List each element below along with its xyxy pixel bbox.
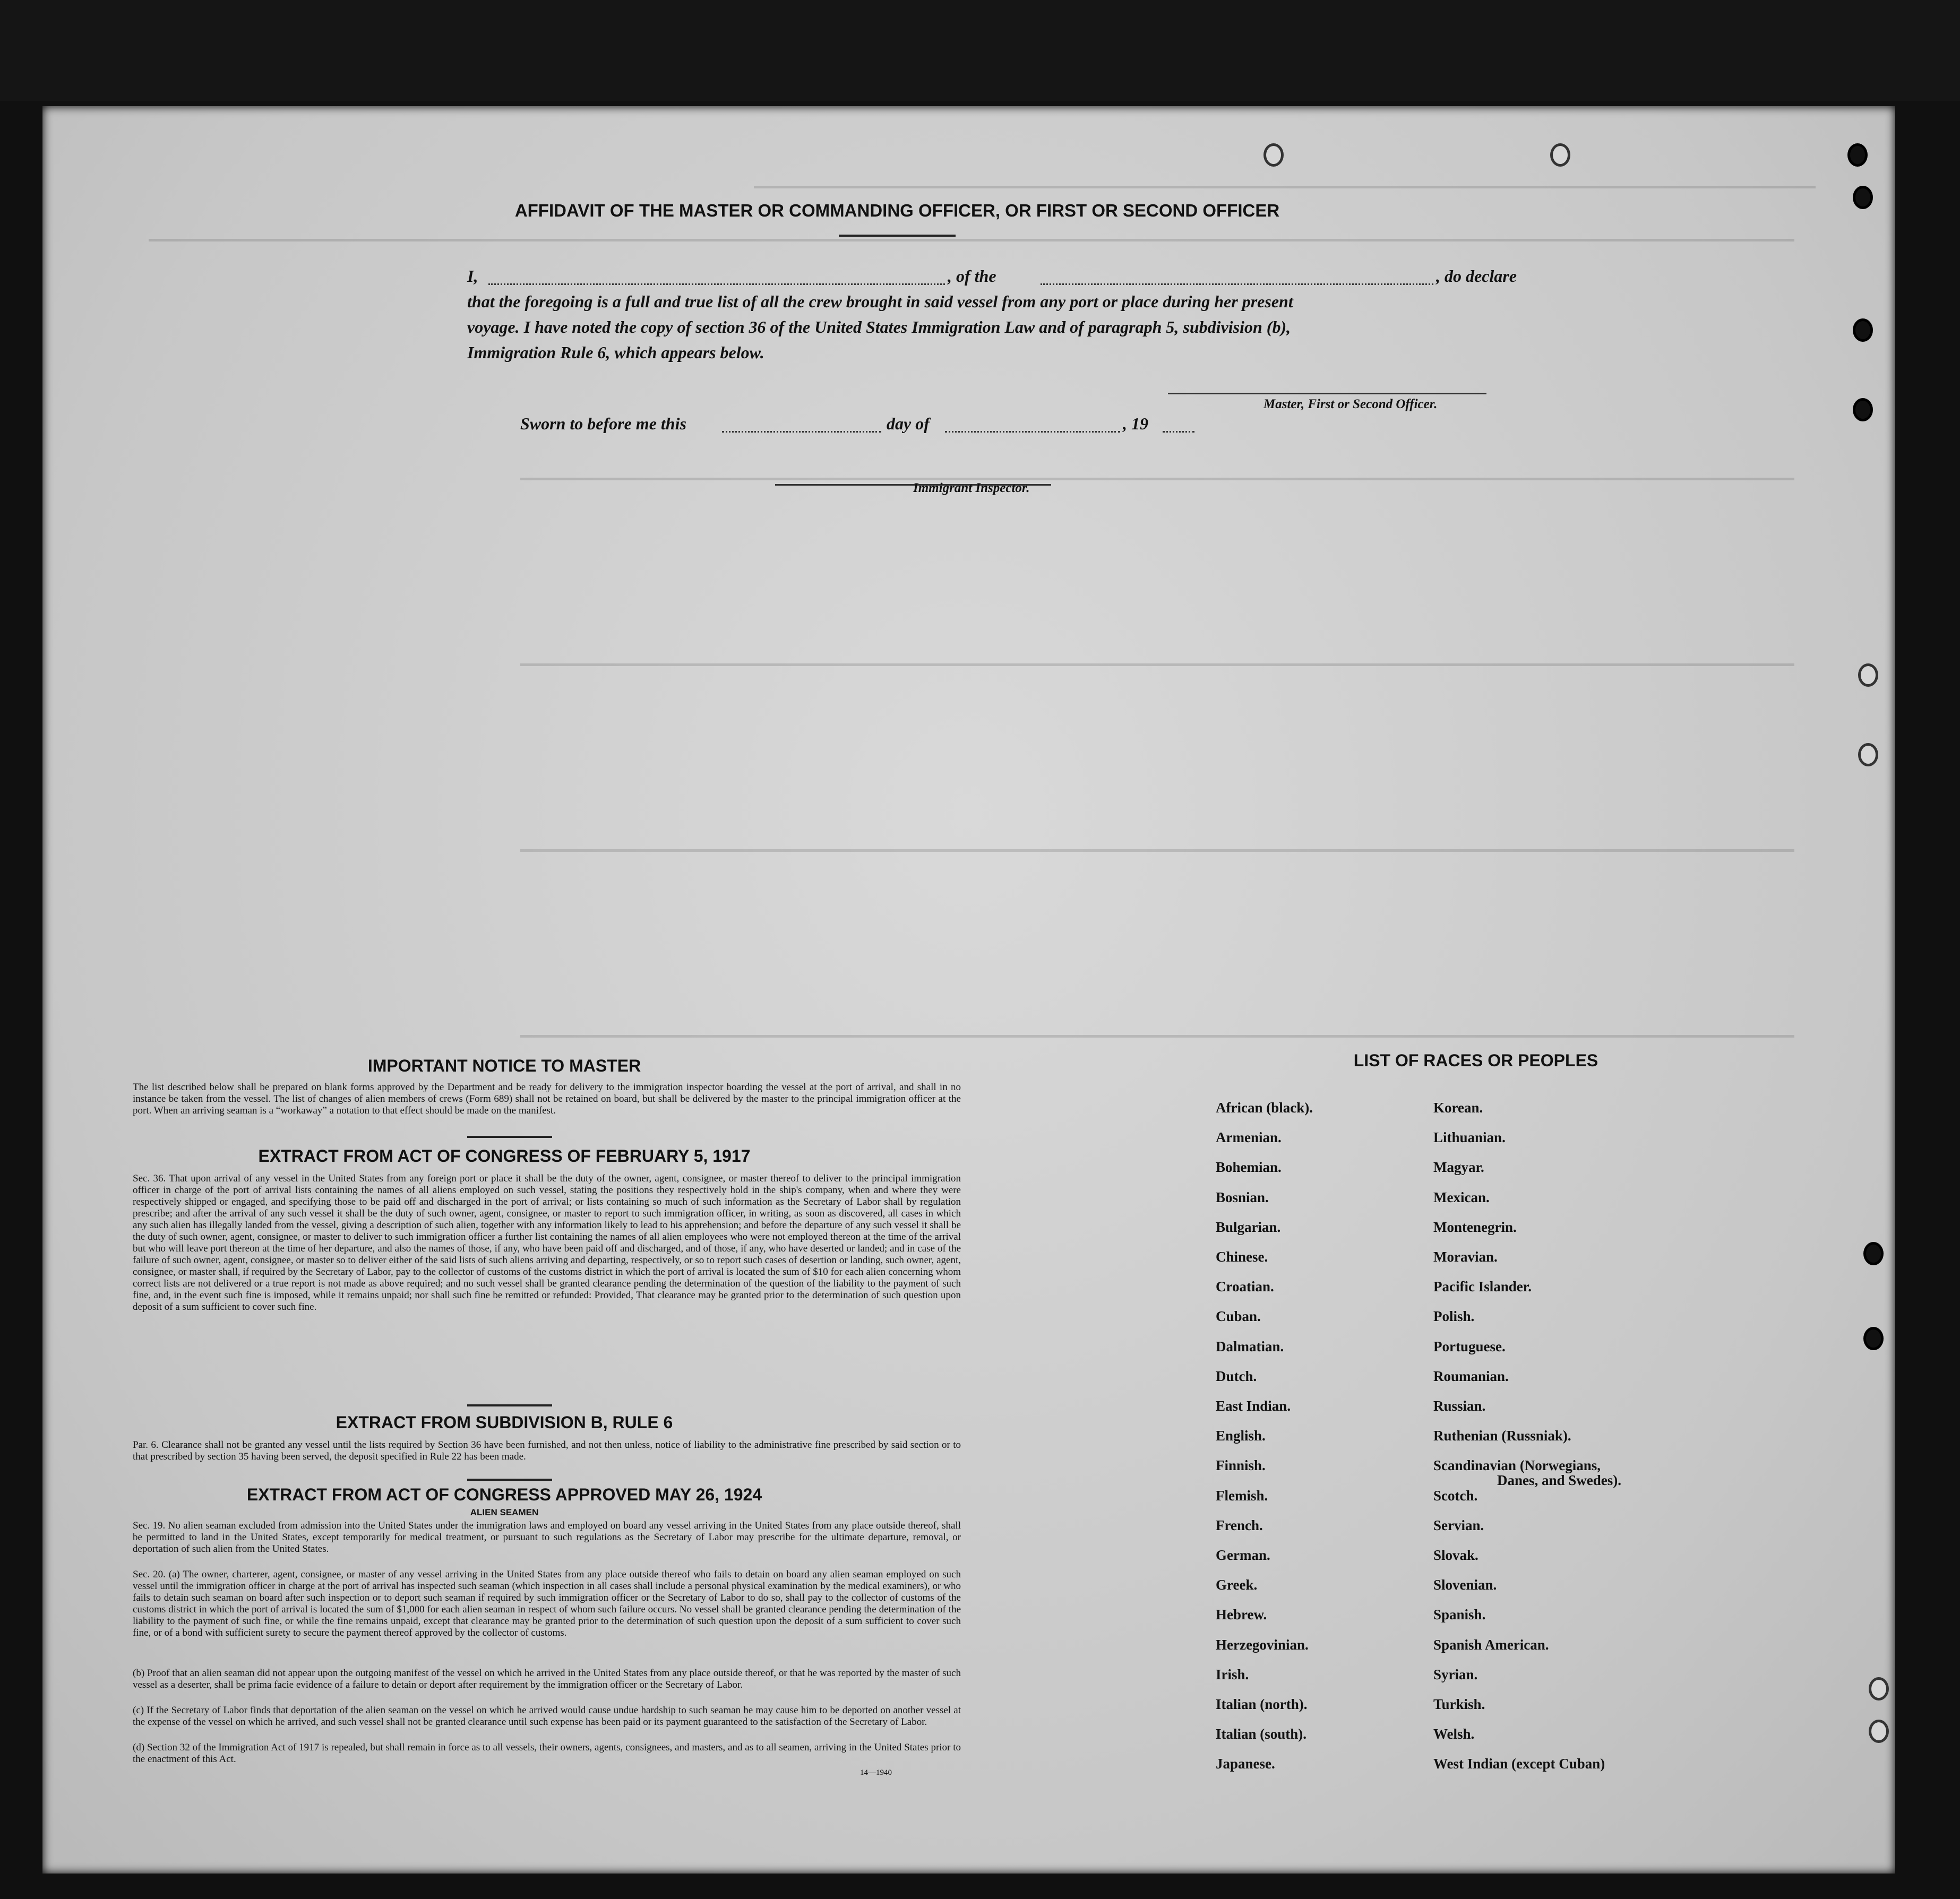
- name-blank: [488, 283, 945, 285]
- year-label: , 19: [1123, 414, 1148, 433]
- punch-hole: [1550, 143, 1570, 167]
- race-item-right: West Indian (except Cuban): [1433, 1756, 1605, 1772]
- form-number: 14—1940: [860, 1768, 892, 1777]
- affidavit-do-declare: , do declare: [1436, 266, 1517, 286]
- notice-title: IMPORTANT NOTICE TO MASTER: [367, 1056, 641, 1075]
- master-signature-line: [1168, 393, 1486, 394]
- race-item-left: Italian (north).: [1216, 1696, 1308, 1712]
- extract-rule6-body: Par. 6. Clearance shall not be granted any vessel until the lists required by Section 36 have been furnished, and not then unless, notice of liability to the administrative fine prescribed by said section or to that prescribed by section 35 having been served, the deposit specified in Rule 22 has been made.: [133, 1439, 961, 1462]
- punch-hole: [1847, 143, 1868, 167]
- race-item-right: Scotch.: [1433, 1488, 1478, 1504]
- scan-top-border: [0, 0, 1960, 101]
- extract-1924-sec20a: Sec. 20. (a) The owner, charterer, agent, consignee, or master of any vessel arriving in the United States from any place outside thereof who fails to detain on board any alien seaman employed on such vessel until the immigration officer in charge at the port of arrival has inspected such seaman (which inspection in all cases shall include a personal physical examination by the medical examiners), or who fails to detain such seaman on board after such inspection or to deport such seaman if required by such immigration officer or the Secretary of Labor to do so, shall pay to the collector of customs of the customs district in which the port of arrival is located the sum of $1,000 for each alien seaman in respect of whom such failure occurs. No vessel shall be granted clearance pending the determination of the liability to the payment of such fine, or while the fine remains unpaid, except that clearance may be granted prior to the determination of such question upon the deposit of a sum sufficient to cover such fine, or of a bond with sufficient surety to secure the payment thereof approved by the collector of customs.: [133, 1569, 961, 1638]
- punch-hole: [1858, 743, 1878, 766]
- punch-hole: [1858, 663, 1878, 687]
- year-blank: [1163, 431, 1194, 433]
- race-item-left: Bulgarian.: [1216, 1219, 1281, 1235]
- race-item-right: Ruthenian (Russniak).: [1433, 1428, 1571, 1444]
- affidavit-line-1: that the foregoing is a full and true list of all the crew brought in said vessel from any port or place during her present: [467, 292, 1293, 311]
- punch-hole: [1863, 1327, 1884, 1350]
- race-item-left: Cuban.: [1216, 1308, 1261, 1324]
- extract-1917-title: EXTRACT FROM ACT OF CONGRESS OF FEBRUARY 5, 1917: [258, 1146, 751, 1166]
- race-item-left: Herzegovinian.: [1216, 1637, 1309, 1653]
- month-blank: [945, 431, 1120, 433]
- punch-hole: [1869, 1720, 1889, 1743]
- race-item-left: Dalmatian.: [1216, 1339, 1284, 1354]
- extract-1924-title: EXTRACT FROM ACT OF CONGRESS APPROVED MAY 26, 1924: [246, 1485, 762, 1504]
- race-item-right: Portuguese.: [1433, 1339, 1506, 1354]
- punch-hole: [1863, 1242, 1884, 1265]
- bleed-through-line: [754, 186, 1816, 188]
- affidavit-line-2: voyage. I have noted the copy of section 36 of the United States Immigration Law and of paragraph 5, subdivision (b),: [467, 317, 1291, 336]
- sworn-label: Sworn to before me this: [520, 414, 686, 433]
- race-item-left: Finnish.: [1216, 1457, 1266, 1473]
- race-item-left: Dutch.: [1216, 1368, 1257, 1384]
- affidavit-title: AFFIDAVIT OF THE MASTER OR COMMANDING OFFICER, OR FIRST OR SECOND OFFICER: [514, 201, 1280, 220]
- inspector-caption: Immigrant Inspector.: [913, 481, 1030, 495]
- extract-1924-sec20d: (d) Section 32 of the Immigration Act of 1917 is repealed, but shall remain in force as to all vessels, their owners, agents, consignees, and masters, and as to all seamen, arriving in the United States prior to the enactment of this Act.: [133, 1742, 961, 1765]
- master-signature-caption: Master, First or Second Officer.: [1263, 397, 1438, 411]
- race-item-left: English.: [1216, 1428, 1266, 1444]
- race-item-right: Magyar.: [1433, 1159, 1484, 1175]
- extract-1924-sec19: Sec. 19. No alien seaman excluded from admission into the United States under the immigration laws and employed on board any vessel arriving in the United States from any place outside thereof, shall be permitted to land in the United States, except temporarily for medical treatment, or pursuant to such regulations as the Secretary of Labor may prescribe for the ultimate departure, removal, or deportation of such alien from the United States.: [133, 1520, 961, 1555]
- race-item-left: Irish.: [1216, 1667, 1249, 1682]
- race-item-right: Pacific Islander.: [1433, 1279, 1532, 1294]
- vessel-blank: [1041, 283, 1433, 285]
- race-item-left: German.: [1216, 1547, 1270, 1563]
- race-item-left: Bohemian.: [1216, 1159, 1282, 1175]
- races-title: LIST OF RACES OR PEOPLES: [1353, 1051, 1598, 1070]
- extract-1924-sec20c: (c) If the Secretary of Labor finds that deportation of the alien seaman on the vessel on which he arrived would cause undue hardship to such seaman he may cause him to be deported on another vessel at the expense of the vessel on which he arrived, and such vessel shall not be granted clearance until such expense has been paid or its payment guaranteed to the satisfaction of the Secretary of Labor.: [133, 1705, 961, 1728]
- race-item-right: Mexican.: [1433, 1189, 1490, 1205]
- race-item-right: Spanish American.: [1433, 1637, 1549, 1653]
- punch-hole: [1853, 186, 1873, 209]
- divider: [467, 1136, 552, 1138]
- extract-1924-subtitle: ALIEN SEAMEN: [470, 1507, 539, 1517]
- punch-hole: [1853, 398, 1873, 421]
- race-item-right: Slovak.: [1433, 1547, 1478, 1563]
- document-page: [42, 106, 1895, 1874]
- extract-1924-sec20b: (b) Proof that an alien seaman did not appear upon the outgoing manifest of the vessel on which he arrived in the United States from any place outside thereof, or that he was reported by the master of such vessel as a deserter, shall be prima facie evidence of a failure to detain or deport after requirement by the immigration officer or the Secretary of Labor.: [133, 1668, 961, 1690]
- affidavit-of-the: , of the: [948, 266, 996, 286]
- bleed-through-line: [520, 1035, 1794, 1038]
- race-item-left: Italian (south).: [1216, 1726, 1307, 1742]
- race-item-left: Croatian.: [1216, 1279, 1274, 1294]
- race-item-left: African (black).: [1216, 1100, 1313, 1116]
- divider: [467, 1404, 552, 1406]
- race-item-right: Polish.: [1433, 1308, 1475, 1324]
- race-item-left: Greek.: [1216, 1577, 1258, 1593]
- bleed-through-line: [520, 478, 1794, 480]
- race-item-left: Chinese.: [1216, 1249, 1268, 1265]
- notice-body: The list described below shall be prepared on blank forms approved by the Department and be ready for delivery to the immigration inspector boarding the vessel at the port of arrival, and shall in no instance be taken from the vessel. The list of changes of alien members of crews (Form 689) shall not be retained on board, but shall be delivered by the master to the principal immigration officer at the port. When an arriving seaman is a “workaway” a notation to that effect should be made on the manifest.: [133, 1082, 961, 1116]
- divider: [467, 1479, 552, 1481]
- punch-hole: [1853, 318, 1873, 342]
- bleed-through-line: [149, 239, 1794, 241]
- affidavit-i-label: I,: [467, 266, 478, 286]
- affidavit-line-3: Immigration Rule 6, which appears below.: [467, 343, 764, 362]
- race-item-left: Bosnian.: [1216, 1189, 1269, 1205]
- race-item-left: Japanese.: [1216, 1756, 1275, 1772]
- race-item-right: Roumanian.: [1433, 1368, 1509, 1384]
- race-item-right: Moravian.: [1433, 1249, 1498, 1265]
- race-item-right: Danes, and Swedes).: [1497, 1472, 1622, 1488]
- race-item-right: Slovenian.: [1433, 1577, 1497, 1593]
- extract-rule6-title: EXTRACT FROM SUBDIVISION B, RULE 6: [336, 1413, 673, 1432]
- race-item-right: Montenegrin.: [1433, 1219, 1517, 1235]
- race-item-left: East Indian.: [1216, 1398, 1291, 1414]
- race-item-right: Korean.: [1433, 1100, 1483, 1116]
- race-item-right: Turkish.: [1433, 1696, 1485, 1712]
- race-item-left: Armenian.: [1216, 1129, 1282, 1145]
- punch-hole: [1869, 1677, 1889, 1701]
- race-item-right: Russian.: [1433, 1398, 1486, 1414]
- race-item-right: Syrian.: [1433, 1667, 1478, 1682]
- race-item-right: Lithuanian.: [1433, 1129, 1506, 1145]
- race-item-right: Welsh.: [1433, 1726, 1475, 1742]
- day-blank: [722, 431, 881, 433]
- race-item-left: French.: [1216, 1517, 1263, 1533]
- race-item-left: Flemish.: [1216, 1488, 1268, 1504]
- race-item-left: Hebrew.: [1216, 1607, 1267, 1622]
- day-of-label: day of: [887, 414, 930, 433]
- bleed-through-line: [520, 663, 1794, 666]
- race-item-right: Spanish.: [1433, 1607, 1486, 1622]
- extract-1917-body: Sec. 36. That upon arrival of any vessel in the United States from any foreign port or place it shall be the duty of the owner, agent, consignee, or master thereof to deliver to the principal immigration officer in charge of the port of arrival lists containing the names of all aliens employed on such vessel, stating the positions they respectively hold in the ship's company, when and where they were respectively shipped or engaged, and specifying those to be paid off and discharged in the port of arrival; or lists containing so much of such information as the Secretary of Labor shall by regulation prescribe; and after the arrival of any such vessel it shall be the duty of such owner, agent, consignee, or master to report to such immigration officer, in writing, as soon as discovered, all cases in which any such alien has illegally landed from the vessel, giving a description of such alien, together with any information likely to lead to his apprehension; and before the departure of any such vessel it shall be the duty of such owner, agent, consignee, or master to deliver to such immigration officer a further list containing the names of all alien employees who were not employed thereon at the time of the arrival but who will leave port thereon at the time of her departure, and also the names of those, if any, who have been paid off and discharged, and of those, if any, who have deserted or landed; and in case of the failure of such owner, agent, consignee, or master so to deliver either of the said lists of such aliens arriving and departing, respectively, or so to report such cases of desertion or landing, such owner, agent, consignee, or master shall, if required by the Secretary of Labor, pay to the collector of customs of the customs district in which the port of arrival is located the sum of $10 for each alien concerning whom correct lists are not delivered or a true report is not made as above required; and no such vessel shall be granted clearance pending the determination of the question of the liability to the payment of such fine, and, in the event such fine is imposed, while it remains unpaid; nor shall such fine be remitted or refunded: Provided, That clearance may be granted prior to the determination of such question upon deposit of a sum sufficient to cover such fine.: [133, 1173, 961, 1313]
- bleed-through-line: [520, 849, 1794, 852]
- divider: [839, 235, 956, 237]
- punch-hole: [1263, 143, 1284, 167]
- race-item-right: Servian.: [1433, 1517, 1484, 1533]
- race-item-right: Scandinavian (Norwegians,: [1433, 1457, 1601, 1473]
